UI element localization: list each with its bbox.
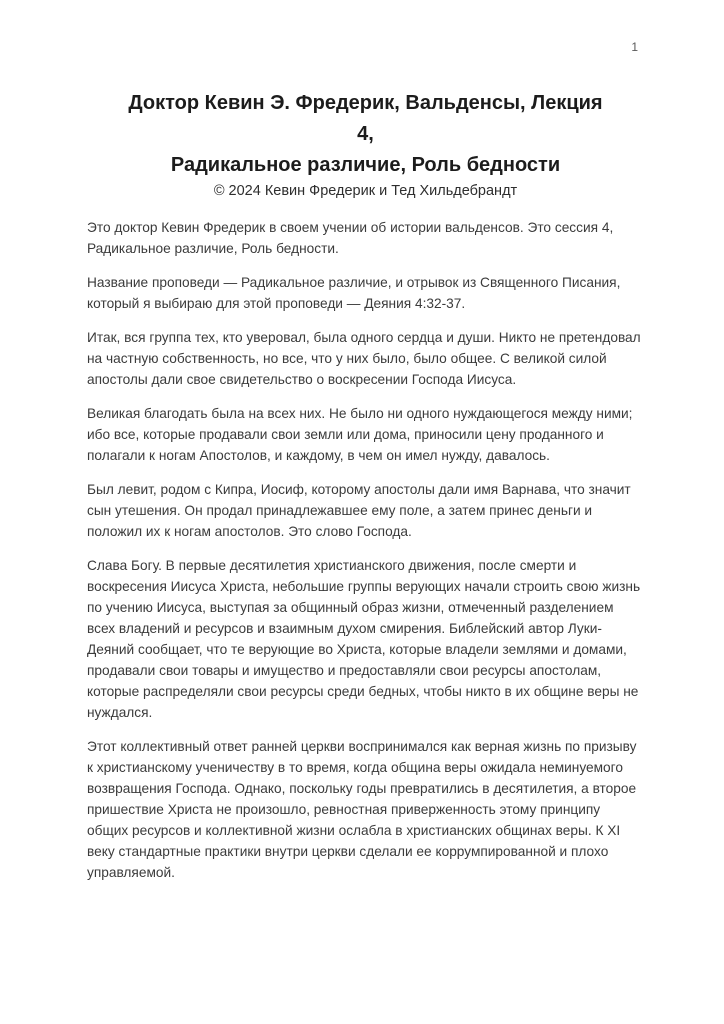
paragraph-intro: Это доктор Кевин Фредерик в своем учении об истории вальденсов. Это сессия 4, Радикальное различие, Роль бедности.: [87, 220, 614, 256]
copyright-line: © 2024 Кевин Фредерик и Тед Хильдебрандт: [213, 183, 518, 199]
document-body: [87, 217, 644, 883]
page-number: 1: [631, 40, 638, 54]
document-title: [87, 88, 644, 181]
paragraph-scripture-2: Великая благодать была на всех них. Не было ни одного нуждающегося между ними; ибо все, которые продавали свои земли или дома, приносили цену проданного и полагали к ногам Апостолов, и каждому, в чем он имел нужду, давалось.: [87, 406, 633, 463]
title-line-1: Доктор Кевин Э. Фредерик, Вальденсы, Лекция: [128, 92, 603, 114]
paragraph-scripture-1: Итак, вся группа тех, кто уверовал, была одного сердца и души. Никто не претендовал на частную собственность, но все, что у них было, было общее. С великой силой апостолы дали свое свидетельство о воскресении Господа Иисуса.: [87, 330, 641, 387]
paragraph-scripture-3: Был левит, родом с Кипра, Иосиф, которому апостолы дали имя Варнава, что значит сын утешения. Он продал принадлежавшее ему поле, а затем принес деньги и положил их к ногам апостолов. Это слово Господа.: [87, 482, 631, 539]
paragraph-sermon-title: Название проповеди — Радикальное различие, и отрывок из Священного Писания, который я выбираю для этой проповеди — Деяния 4:32-37.: [87, 275, 621, 311]
paragraph-collective-response: Этот коллективный ответ ранней церкви воспринимался как верная жизнь по призыву к христианскому ученичеству в то время, когда община веры ожидала неминуемого возвращения Господа. Однако, поскольку годы превратились в десятилетия, а второе пришествие Христа не произошло, ревностная приверженность этому принципу общих ресурсов и коллективной жизни ослабла в христианских общинах веры. К XI веку стандартные практики внутри церкви сделали ее коррумпированной и плохо управляемой.: [87, 739, 637, 880]
title-line-2: 4,: [357, 123, 374, 145]
paragraph-early-church: Слава Богу. В первые десятилетия христианского движения, после смерти и воскресения Иисуса Христа, небольшие группы верующих начали строить свою жизнь по учению Иисуса, выступая за общинный образ жизни, отмеченный разделением всех владений и ресурсов и взаимным духом смирения. Библейский автор Луки-Деяний сообщает, что те верующие во Христа, которые владели землями и домами, продавали свои товары и имущество и предоставляли свои ресурсы апостолам, которые распределяли свои ресурсы среди бедных, чтобы никто в их общине веры не нуждался.: [87, 558, 641, 720]
title-line-3: Радикальное различие, Роль бедности: [170, 154, 561, 176]
